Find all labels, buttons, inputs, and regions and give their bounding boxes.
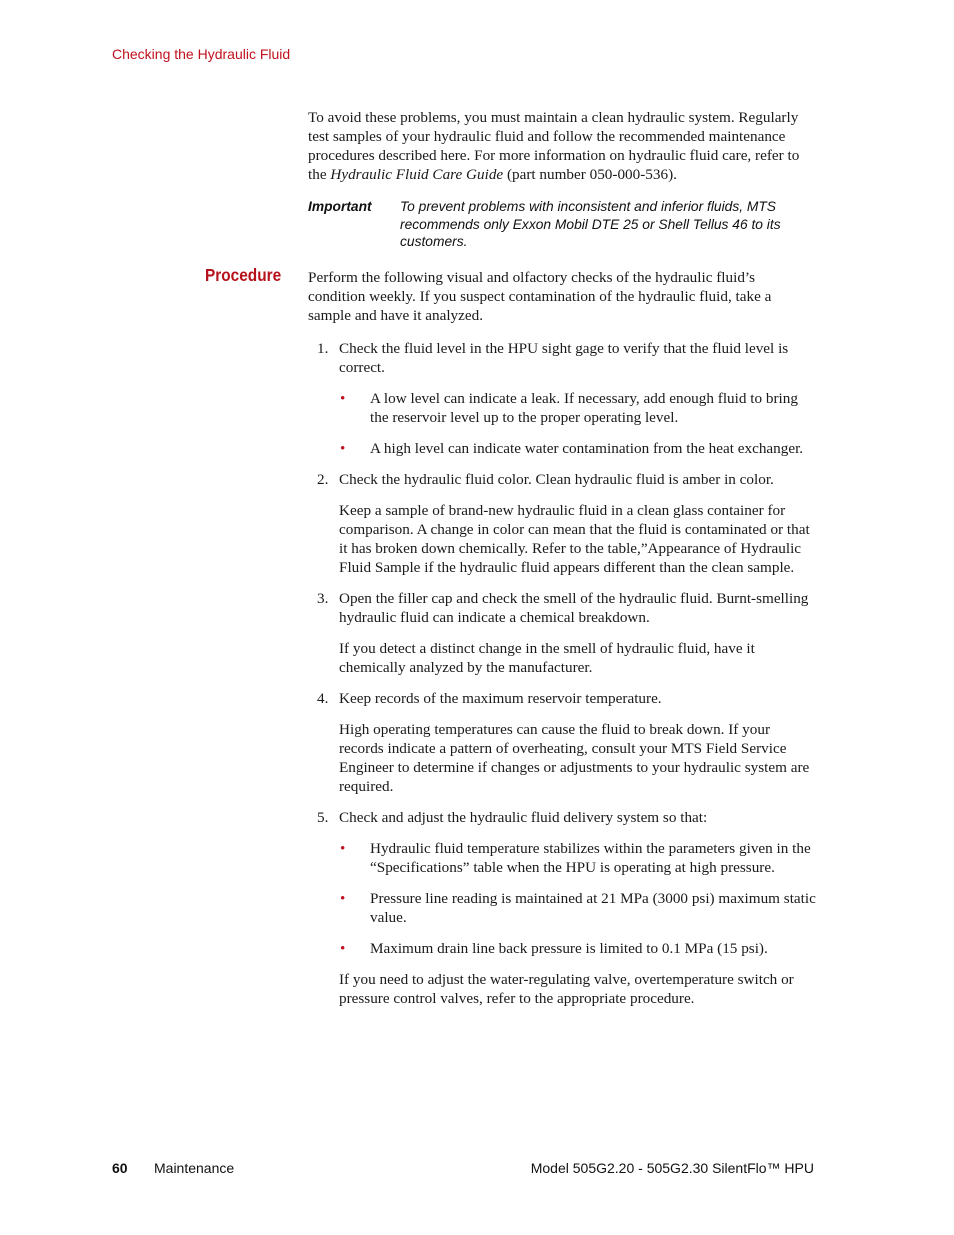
step-number: 5. bbox=[317, 809, 329, 826]
bullet-text: Pressure line reading is maintained at 21 MPa (3000 psi) maximum static value. bbox=[370, 890, 816, 926]
bullet-text: Hydraulic fluid temperature stabilizes within the parameters given in the “Specifications” table when the HPU is operating at high pressure. bbox=[370, 840, 811, 876]
step-2 bbox=[308, 470, 818, 577]
guide-title: Hydraulic Fluid Care Guide bbox=[330, 166, 504, 183]
intro-text-before: To avoid these problems, you must maintain a clean hydraulic system. Regularly test samples of your hydraulic fluid and follow the recommended maintenance procedures described here. For more information on hydraulic fluid care, refer to the bbox=[308, 109, 800, 183]
bullet-dot: • bbox=[340, 890, 346, 907]
step-text: Check and adjust the hydraulic fluid delivery system so that: bbox=[339, 809, 708, 826]
procedure-heading: Procedure bbox=[205, 265, 282, 285]
step-text: Check the hydraulic fluid color. Clean hydraulic fluid is amber in color. bbox=[339, 471, 774, 488]
bullet-item bbox=[339, 939, 818, 958]
step-text: Open the filler cap and check the smell of the hydraulic fluid. Burnt-smelling hydraulic fluid can indicate a chemical breakdown. bbox=[339, 590, 809, 626]
page-number: 60 bbox=[112, 1160, 128, 1176]
step-number: 3. bbox=[317, 590, 329, 607]
important-note bbox=[308, 198, 818, 251]
bullet-text: A low level can indicate a leak. If necessary, add enough fluid to bring the reservoir level up to the proper operating level. bbox=[370, 390, 798, 426]
step-detail: Keep a sample of brand-new hydraulic fluid in a clean glass container for comparison. A change in color can mean that the fluid is contaminated or that it has broken down chemically. Refer to the table,”Appearance of Hydraulic Fluid Sample if the hydraulic fluid appears different than the clean sample. bbox=[339, 502, 810, 576]
step-5 bbox=[308, 808, 818, 1008]
step-4 bbox=[308, 689, 818, 796]
bullet-item bbox=[339, 439, 818, 458]
step-number: 1. bbox=[317, 340, 329, 357]
step-number: 2. bbox=[317, 471, 329, 488]
footer-section: Maintenance bbox=[154, 1160, 235, 1176]
step-detail: If you detect a distinct change in the smell of hydraulic fluid, have it chemically analyzed by the manufacturer. bbox=[339, 640, 755, 676]
bullet-dot: • bbox=[340, 390, 346, 407]
step-3 bbox=[308, 589, 818, 677]
intro-text-after: (part number 050-000-536). bbox=[503, 166, 677, 183]
bullet-dot: • bbox=[340, 440, 346, 457]
bullet-text: Maximum drain line back pressure is limited to 0.1 MPa (15 psi). bbox=[370, 940, 768, 957]
bullet-list bbox=[339, 389, 818, 458]
procedure-steps bbox=[308, 339, 818, 1020]
important-label: Important bbox=[308, 199, 372, 214]
running-head: Checking the Hydraulic Fluid bbox=[112, 46, 291, 62]
step-detail: High operating temperatures can cause the fluid to break down. If your records indicate a pattern of overheating, consult your MTS Field Service Engineer to determine if changes or adjustments to your hydraulic system are required. bbox=[339, 721, 810, 795]
important-text: To prevent problems with inconsistent and inferior fluids, MTS recommends only Exxon Mobil DTE 25 or Shell Tellus 46 to its customers. bbox=[400, 199, 781, 249]
step-text: Check the fluid level in the HPU sight gage to verify that the fluid level is correct. bbox=[339, 340, 789, 376]
bullet-text: A high level can indicate water contamination from the heat exchanger. bbox=[370, 440, 804, 457]
intro-paragraph bbox=[308, 108, 816, 184]
procedure-intro: Perform the following visual and olfactory checks of the hydraulic fluid’s condition weekly. If you suspect contamination of the hydraulic fluid, take a sample and have it analyzed. bbox=[308, 269, 772, 324]
bullet-item bbox=[339, 389, 818, 427]
step-number: 4. bbox=[317, 690, 329, 707]
bullet-item bbox=[339, 839, 818, 877]
step-1 bbox=[308, 339, 818, 458]
step-detail: If you need to adjust the water-regulating valve, overtemperature switch or pressure control valves, refer to the appropriate procedure. bbox=[339, 971, 794, 1007]
footer-model: Model 505G2.20 - 505G2.30 SilentFlo™ HPU bbox=[530, 1160, 814, 1176]
step-text: Keep records of the maximum reservoir temperature. bbox=[339, 690, 662, 707]
bullet-item bbox=[339, 889, 818, 927]
bullet-list bbox=[339, 839, 818, 958]
bullet-dot: • bbox=[340, 840, 346, 857]
bullet-dot: • bbox=[340, 940, 346, 957]
